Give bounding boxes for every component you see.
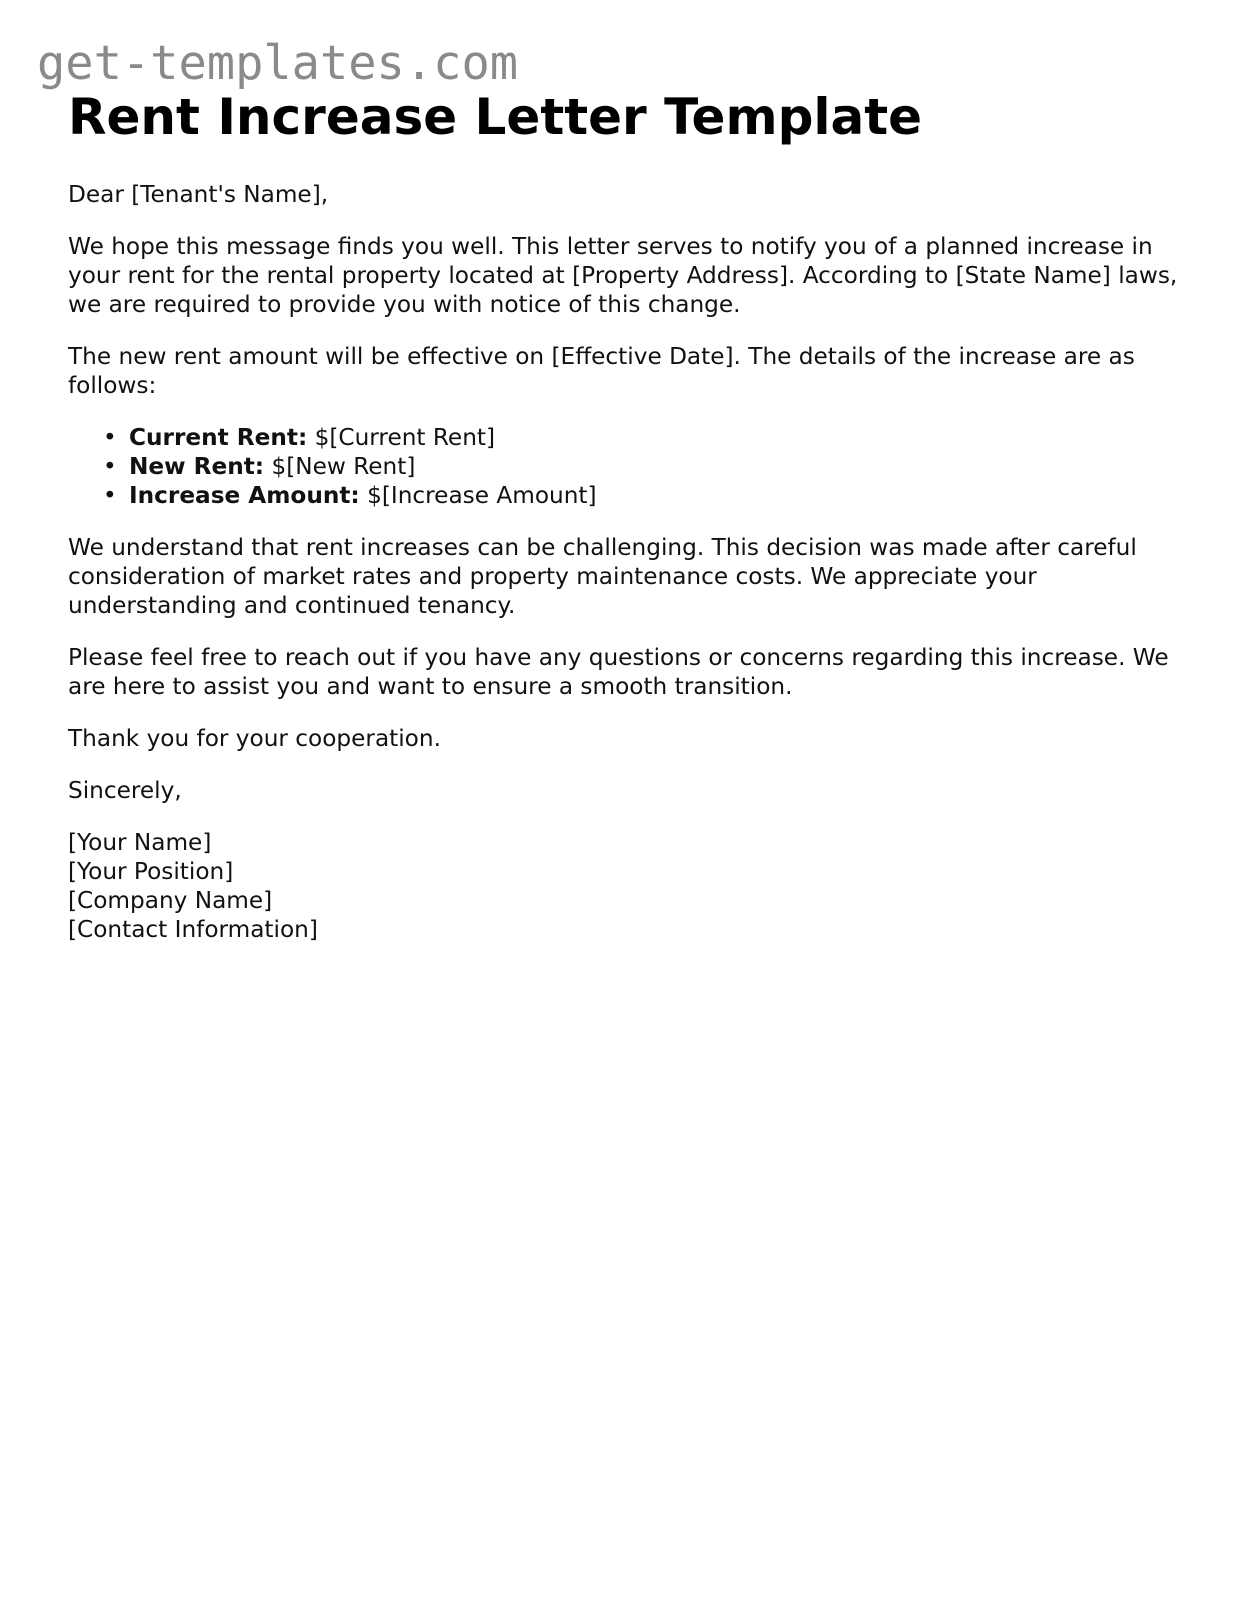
list-item-current-rent [103, 423, 1188, 452]
greeting: Dear [Tenant's Name], [68, 181, 329, 208]
bullet-icon: • [103, 482, 117, 509]
rent-details-list [68, 423, 1188, 510]
detail-value: $[Current Rent] [314, 424, 496, 451]
letter-document [68, 82, 1188, 944]
bullet-icon: • [103, 453, 117, 480]
signature-company: [Company Name] [68, 887, 273, 914]
paragraph-intro: We hope this message finds you well. This letter serves to notify you of a planned increase in your rent for the rental property located at [Property Address]. According to [State Name] laws, we are required to provide you with notice of this change. [68, 233, 1178, 318]
detail-label: Current Rent: [129, 424, 308, 451]
closing-thanks: Thank you for your cooperation. [68, 725, 441, 752]
signature-name: [Your Name] [68, 829, 212, 856]
signature-block [68, 828, 1188, 944]
list-item-increase-amount [103, 481, 1188, 510]
detail-label: New Rent: [129, 453, 265, 480]
detail-label: Increase Amount: [129, 482, 360, 509]
document-title: Rent Increase Letter Template [68, 88, 923, 146]
paragraph-understanding: We understand that rent increases can be challenging. This decision was made after careful consideration of market rates and property maintenance costs. We appreciate your understanding and continued tenancy. [68, 534, 1137, 619]
paragraph-contact: Please feel free to reach out if you have any questions or concerns regarding this increase. We are here to assist you and want to ensure a smooth transition. [68, 644, 1169, 700]
list-item-new-rent [103, 452, 1188, 481]
signature-position: [Your Position] [68, 858, 234, 885]
watermark-text: get-templates.com [37, 36, 519, 91]
detail-value: $[New Rent] [271, 453, 416, 480]
detail-value: $[Increase Amount] [367, 482, 597, 509]
bullet-icon: • [103, 424, 117, 451]
paragraph-effective-date: The new rent amount will be effective on [Effective Date]. The details of the increase are as follows: [68, 343, 1135, 399]
signature-contact: [Contact Information] [68, 916, 318, 943]
sign-off: Sincerely, [68, 777, 182, 804]
